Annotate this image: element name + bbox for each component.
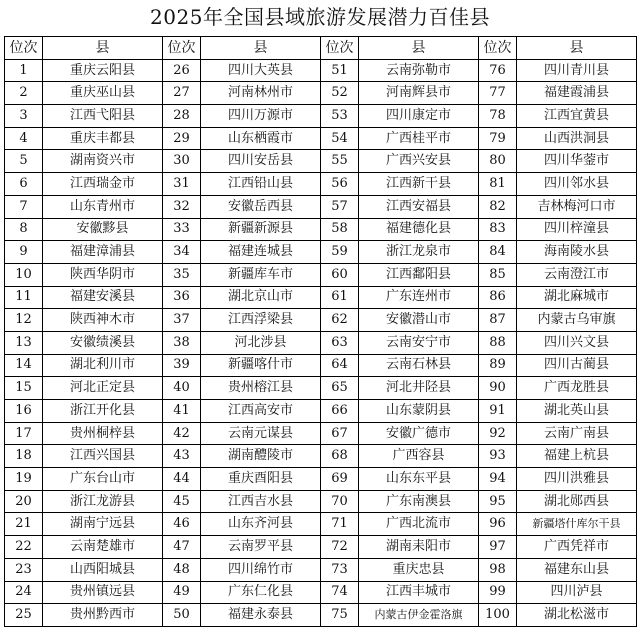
county-cell: 云南楚雄市 xyxy=(43,536,163,559)
rank-cell: 52 xyxy=(321,82,359,105)
county-cell: 江西瑞金市 xyxy=(43,173,163,196)
county-cell: 河南辉县市 xyxy=(359,82,479,105)
rank-cell: 32 xyxy=(163,195,201,218)
rank-cell: 55 xyxy=(321,150,359,173)
rank-cell: 59 xyxy=(321,241,359,264)
county-header: 县 xyxy=(43,37,163,60)
rank-header: 位次 xyxy=(5,37,43,60)
table-row xyxy=(5,263,637,286)
county-cell: 安徽黟县 xyxy=(43,218,163,241)
county-cell: 云南元谋县 xyxy=(201,422,321,445)
county-cell: 安徽岳西县 xyxy=(201,195,321,218)
rank-cell: 7 xyxy=(5,195,43,218)
county-cell: 湖北麻城市 xyxy=(517,286,637,309)
rank-cell: 75 xyxy=(321,604,359,627)
rank-cell: 90 xyxy=(479,377,517,400)
county-cell: 广西桂平市 xyxy=(359,127,479,150)
county-cell: 浙江龙游县 xyxy=(43,490,163,513)
county-cell: 重庆酉阳县 xyxy=(201,468,321,491)
county-cell: 四川梓潼县 xyxy=(517,218,637,241)
rank-cell: 60 xyxy=(321,263,359,286)
county-cell: 山东栖霞市 xyxy=(201,127,321,150)
county-cell: 重庆巫山县 xyxy=(43,82,163,105)
county-cell: 吉林梅河口市 xyxy=(517,195,637,218)
rank-cell: 69 xyxy=(321,468,359,491)
county-cell: 安徽广德市 xyxy=(359,422,479,445)
rank-cell: 36 xyxy=(163,286,201,309)
county-cell: 江西弋阳县 xyxy=(43,105,163,128)
county-cell: 贵州桐梓县 xyxy=(43,422,163,445)
rank-cell: 9 xyxy=(5,241,43,264)
table-row xyxy=(5,400,637,423)
county-header: 县 xyxy=(201,37,321,60)
rank-cell: 29 xyxy=(163,127,201,150)
county-cell: 湖北松滋市 xyxy=(517,604,637,627)
rank-cell: 67 xyxy=(321,422,359,445)
rank-header: 位次 xyxy=(163,37,201,60)
rank-cell: 98 xyxy=(479,558,517,581)
rank-cell: 51 xyxy=(321,59,359,82)
rank-cell: 68 xyxy=(321,445,359,468)
rank-cell: 12 xyxy=(5,309,43,332)
rank-cell: 50 xyxy=(163,604,201,627)
rank-cell: 70 xyxy=(321,490,359,513)
county-cell: 江西铅山县 xyxy=(201,173,321,196)
rank-cell: 37 xyxy=(163,309,201,332)
rank-cell: 30 xyxy=(163,150,201,173)
rank-cell: 49 xyxy=(163,581,201,604)
county-cell: 湖北英山县 xyxy=(517,400,637,423)
rank-cell: 92 xyxy=(479,422,517,445)
rank-cell: 16 xyxy=(5,400,43,423)
rank-cell: 5 xyxy=(5,150,43,173)
rank-cell: 66 xyxy=(321,400,359,423)
county-cell: 江西吉水县 xyxy=(201,490,321,513)
rank-cell: 41 xyxy=(163,400,201,423)
rank-cell: 19 xyxy=(5,468,43,491)
county-cell: 陕西神木市 xyxy=(43,309,163,332)
rank-cell: 1 xyxy=(5,59,43,82)
county-cell: 浙江龙泉市 xyxy=(359,241,479,264)
rank-cell: 26 xyxy=(163,59,201,82)
rank-cell: 65 xyxy=(321,377,359,400)
county-cell: 江西浮梁县 xyxy=(201,309,321,332)
rank-cell: 21 xyxy=(5,513,43,536)
county-cell: 四川兴文县 xyxy=(517,331,637,354)
rank-cell: 89 xyxy=(479,354,517,377)
county-cell: 陕西华阴市 xyxy=(43,263,163,286)
county-cell: 四川绵竹市 xyxy=(201,558,321,581)
county-cell: 江西高安市 xyxy=(201,400,321,423)
county-cell: 福建上杭县 xyxy=(517,445,637,468)
rank-cell: 3 xyxy=(5,105,43,128)
county-cell: 安徽绩溪县 xyxy=(43,331,163,354)
rank-cell: 8 xyxy=(5,218,43,241)
rank-cell: 93 xyxy=(479,445,517,468)
county-cell: 福建霞浦县 xyxy=(517,82,637,105)
rank-header: 位次 xyxy=(479,37,517,60)
county-cell: 江西丰城市 xyxy=(359,581,479,604)
rank-cell: 20 xyxy=(5,490,43,513)
table-row xyxy=(5,218,637,241)
county-cell: 山西洪洞县 xyxy=(517,127,637,150)
rank-header: 位次 xyxy=(321,37,359,60)
county-cell: 四川安岳县 xyxy=(201,150,321,173)
county-cell: 新疆喀什市 xyxy=(201,354,321,377)
table-row xyxy=(5,354,637,377)
rank-cell: 53 xyxy=(321,105,359,128)
county-cell: 湖北京山市 xyxy=(201,286,321,309)
rank-cell: 84 xyxy=(479,241,517,264)
rank-cell: 14 xyxy=(5,354,43,377)
county-cell: 江西安福县 xyxy=(359,195,479,218)
county-cell: 四川康定市 xyxy=(359,105,479,128)
rank-cell: 39 xyxy=(163,354,201,377)
county-cell: 云南澄江市 xyxy=(517,263,637,286)
county-cell: 江西鄱阳县 xyxy=(359,263,479,286)
rank-cell: 71 xyxy=(321,513,359,536)
county-cell: 海南陵水县 xyxy=(517,241,637,264)
rank-cell: 54 xyxy=(321,127,359,150)
rank-cell: 11 xyxy=(5,286,43,309)
rank-cell: 6 xyxy=(5,173,43,196)
table-row xyxy=(5,331,637,354)
county-cell: 山西阳城县 xyxy=(43,558,163,581)
table-row xyxy=(5,536,637,559)
table-row xyxy=(5,82,637,105)
table-header-row xyxy=(5,37,637,60)
county-cell: 山东东平县 xyxy=(359,468,479,491)
rank-cell: 23 xyxy=(5,558,43,581)
county-cell: 新疆库车市 xyxy=(201,263,321,286)
rank-cell: 4 xyxy=(5,127,43,150)
county-cell: 江西宜黄县 xyxy=(517,105,637,128)
rank-cell: 10 xyxy=(5,263,43,286)
rank-cell: 63 xyxy=(321,331,359,354)
table-row xyxy=(5,127,637,150)
county-cell: 四川古蔺县 xyxy=(517,354,637,377)
table-row xyxy=(5,377,637,400)
rank-cell: 56 xyxy=(321,173,359,196)
rank-cell: 47 xyxy=(163,536,201,559)
table-row xyxy=(5,468,637,491)
table-row xyxy=(5,105,637,128)
rank-cell: 72 xyxy=(321,536,359,559)
county-cell: 安徽潜山市 xyxy=(359,309,479,332)
rank-cell: 94 xyxy=(479,468,517,491)
rank-cell: 25 xyxy=(5,604,43,627)
table-row xyxy=(5,490,637,513)
county-cell: 湖南耒阳市 xyxy=(359,536,479,559)
table-body xyxy=(5,59,637,626)
rank-cell: 62 xyxy=(321,309,359,332)
table-row xyxy=(5,59,637,82)
county-cell: 广西兴安县 xyxy=(359,150,479,173)
rank-cell: 24 xyxy=(5,581,43,604)
table-row xyxy=(5,422,637,445)
rank-cell: 33 xyxy=(163,218,201,241)
county-cell: 贵州黔西市 xyxy=(43,604,163,627)
rank-cell: 57 xyxy=(321,195,359,218)
county-cell: 广东台山市 xyxy=(43,468,163,491)
rank-cell: 31 xyxy=(163,173,201,196)
county-header: 县 xyxy=(517,37,637,60)
county-cell: 贵州镇远县 xyxy=(43,581,163,604)
rank-cell: 46 xyxy=(163,513,201,536)
county-cell: 江西新干县 xyxy=(359,173,479,196)
rank-cell: 82 xyxy=(479,195,517,218)
county-cell: 四川大英县 xyxy=(201,59,321,82)
rank-cell: 85 xyxy=(479,263,517,286)
rank-cell: 15 xyxy=(5,377,43,400)
county-cell: 河北正定县 xyxy=(43,377,163,400)
county-cell: 四川邻水县 xyxy=(517,173,637,196)
county-cell: 湖北郧西县 xyxy=(517,490,637,513)
county-cell: 广西容县 xyxy=(359,445,479,468)
county-cell: 广西凭祥市 xyxy=(517,536,637,559)
county-cell: 湖南醴陵市 xyxy=(201,445,321,468)
county-cell: 河北井陉县 xyxy=(359,377,479,400)
ranking-table xyxy=(4,36,637,627)
county-cell: 云南安宁市 xyxy=(359,331,479,354)
rank-cell: 86 xyxy=(479,286,517,309)
county-cell: 山东蒙阴县 xyxy=(359,400,479,423)
county-cell: 河北涉县 xyxy=(201,331,321,354)
rank-cell: 64 xyxy=(321,354,359,377)
county-cell: 湖南资兴市 xyxy=(43,150,163,173)
county-cell: 浙江开化县 xyxy=(43,400,163,423)
county-cell: 福建连城县 xyxy=(201,241,321,264)
county-header: 县 xyxy=(359,37,479,60)
table-row xyxy=(5,558,637,581)
table-row xyxy=(5,309,637,332)
rank-cell: 22 xyxy=(5,536,43,559)
rank-cell: 34 xyxy=(163,241,201,264)
rank-cell: 83 xyxy=(479,218,517,241)
county-cell: 云南弥勒市 xyxy=(359,59,479,82)
county-cell: 广西北流市 xyxy=(359,513,479,536)
table-row xyxy=(5,604,637,627)
county-cell: 江西兴国县 xyxy=(43,445,163,468)
rank-cell: 96 xyxy=(479,513,517,536)
rank-cell: 42 xyxy=(163,422,201,445)
county-cell: 四川洪雅县 xyxy=(517,468,637,491)
county-cell: 福建德化县 xyxy=(359,218,479,241)
table-row xyxy=(5,150,637,173)
county-cell: 广东连州市 xyxy=(359,286,479,309)
county-cell: 河南林州市 xyxy=(201,82,321,105)
county-cell: 重庆忠县 xyxy=(359,558,479,581)
county-cell: 四川青川县 xyxy=(517,59,637,82)
page-title: 2025年全国县域旅游发展潜力百佳县 xyxy=(150,5,490,29)
county-cell: 四川万源市 xyxy=(201,105,321,128)
county-cell: 福建永泰县 xyxy=(201,604,321,627)
rank-cell: 77 xyxy=(479,82,517,105)
county-cell: 重庆云阳县 xyxy=(43,59,163,82)
table-row xyxy=(5,513,637,536)
county-cell: 四川华蓥市 xyxy=(517,150,637,173)
county-cell: 云南广南县 xyxy=(517,422,637,445)
rank-cell: 76 xyxy=(479,59,517,82)
county-cell: 新疆塔什库尔干县 xyxy=(517,513,637,536)
table-row xyxy=(5,173,637,196)
rank-cell: 73 xyxy=(321,558,359,581)
rank-cell: 61 xyxy=(321,286,359,309)
county-cell: 福建漳浦县 xyxy=(43,241,163,264)
county-cell: 山东青州市 xyxy=(43,195,163,218)
county-cell: 福建安溪县 xyxy=(43,286,163,309)
county-cell: 湖南宁远县 xyxy=(43,513,163,536)
rank-cell: 78 xyxy=(479,105,517,128)
rank-cell: 18 xyxy=(5,445,43,468)
county-cell: 广西龙胜县 xyxy=(517,377,637,400)
rank-cell: 87 xyxy=(479,309,517,332)
county-cell: 贵州榕江县 xyxy=(201,377,321,400)
rank-cell: 91 xyxy=(479,400,517,423)
county-cell: 内蒙古乌审旗 xyxy=(517,309,637,332)
rank-cell: 95 xyxy=(479,490,517,513)
rank-cell: 45 xyxy=(163,490,201,513)
county-cell: 云南石林县 xyxy=(359,354,479,377)
rank-cell: 2 xyxy=(5,82,43,105)
table-row xyxy=(5,286,637,309)
rank-cell: 88 xyxy=(479,331,517,354)
table-row xyxy=(5,581,637,604)
county-cell: 云南罗平县 xyxy=(201,536,321,559)
rank-cell: 38 xyxy=(163,331,201,354)
rank-cell: 35 xyxy=(163,263,201,286)
rank-cell: 97 xyxy=(479,536,517,559)
table-row xyxy=(5,445,637,468)
county-cell: 湖北利川市 xyxy=(43,354,163,377)
county-cell: 广东南澳县 xyxy=(359,490,479,513)
rank-cell: 28 xyxy=(163,105,201,128)
county-cell: 重庆丰都县 xyxy=(43,127,163,150)
rank-cell: 27 xyxy=(163,82,201,105)
county-cell: 新疆新源县 xyxy=(201,218,321,241)
county-cell: 四川泸县 xyxy=(517,581,637,604)
rank-cell: 40 xyxy=(163,377,201,400)
county-cell: 广东仁化县 xyxy=(201,581,321,604)
table-row xyxy=(5,195,637,218)
rank-cell: 99 xyxy=(479,581,517,604)
rank-cell: 48 xyxy=(163,558,201,581)
rank-cell: 58 xyxy=(321,218,359,241)
rank-cell: 13 xyxy=(5,331,43,354)
rank-cell: 43 xyxy=(163,445,201,468)
county-cell: 内蒙古伊金霍洛旗 xyxy=(359,604,479,627)
rank-cell: 74 xyxy=(321,581,359,604)
rank-cell: 81 xyxy=(479,173,517,196)
county-cell: 山东齐河县 xyxy=(201,513,321,536)
rank-cell: 17 xyxy=(5,422,43,445)
rank-cell: 79 xyxy=(479,127,517,150)
county-cell: 福建东山县 xyxy=(517,558,637,581)
rank-cell: 80 xyxy=(479,150,517,173)
rank-cell: 44 xyxy=(163,468,201,491)
rank-cell: 100 xyxy=(479,604,517,627)
table-row xyxy=(5,241,637,264)
